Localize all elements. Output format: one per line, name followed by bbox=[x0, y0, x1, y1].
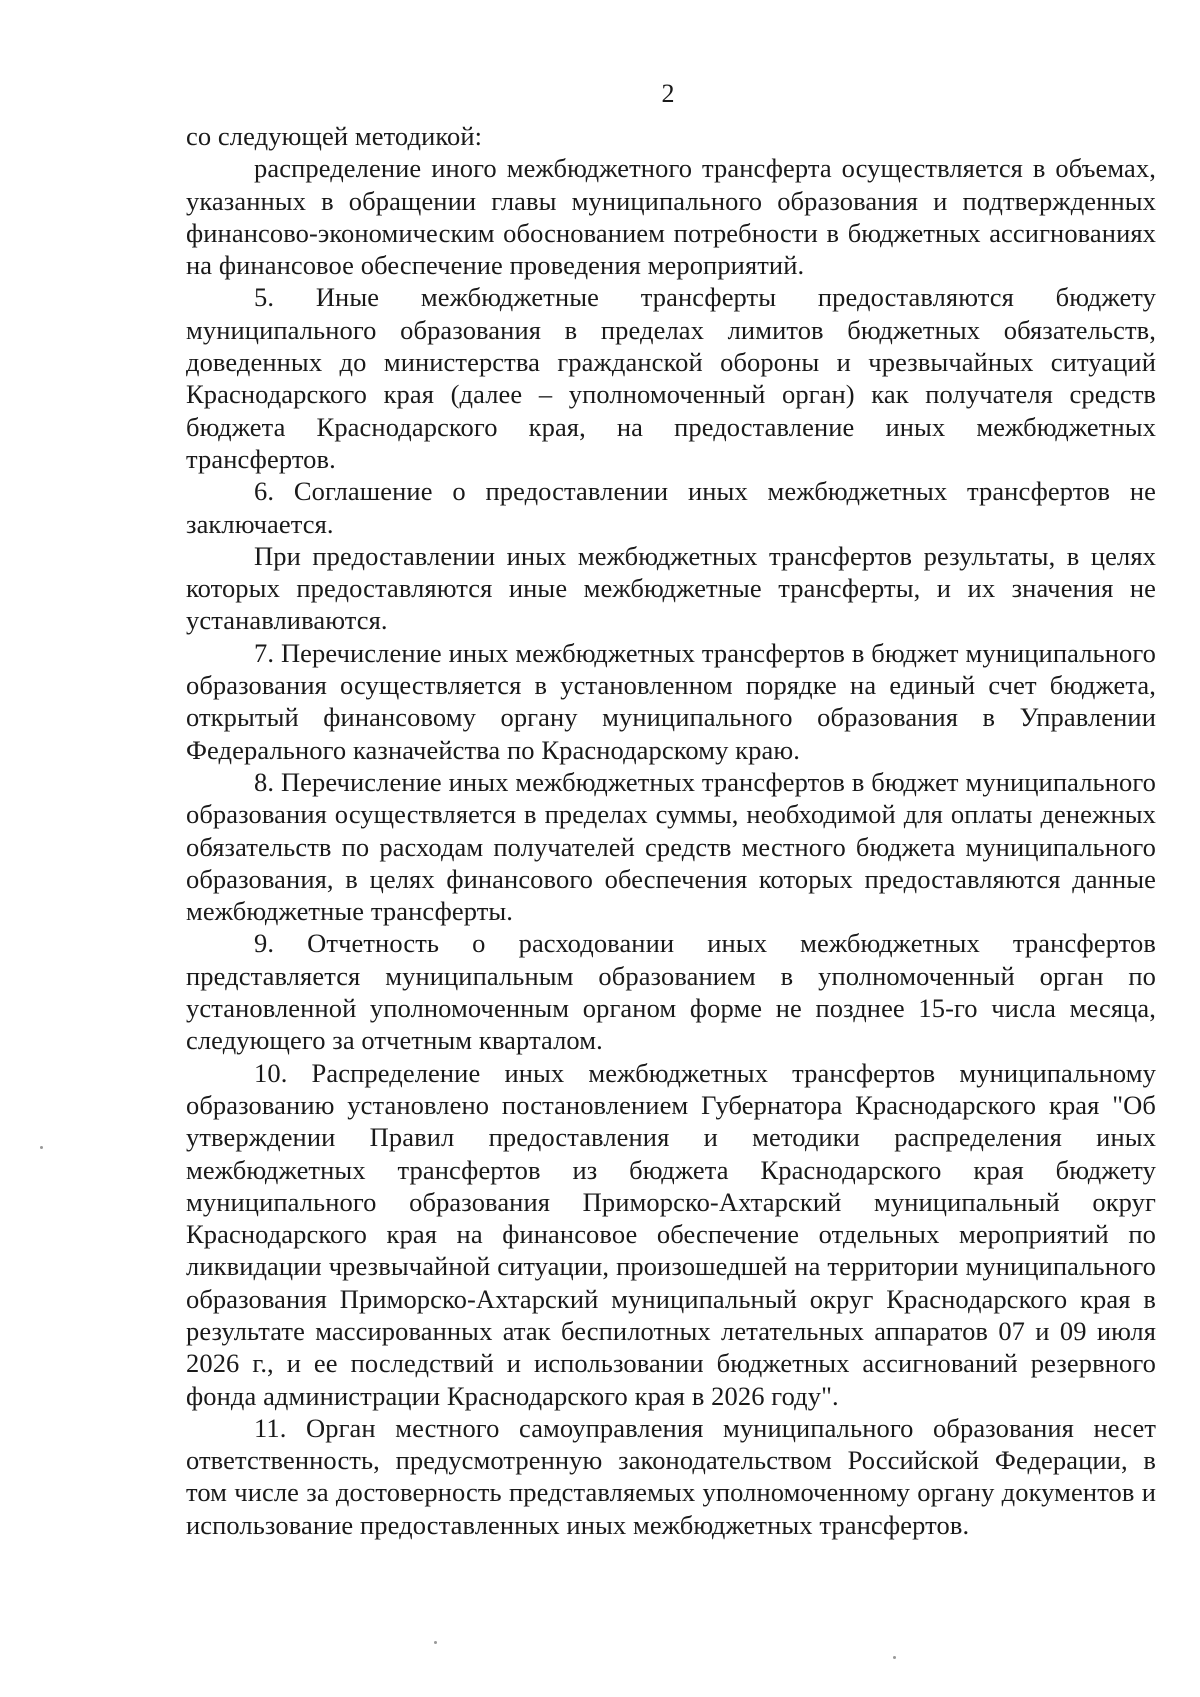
page-number: 2 bbox=[661, 79, 675, 108]
paragraph-9: 9. Отчетность о расходовании иных межбюджетных трансфертов представляется муниципальным образованием в уполномоченный орган по установленной уполномоченным органом форме не позднее 15-го числа месяца, следующего за отчетным кварталом. bbox=[186, 928, 1156, 1056]
paragraph-11: 11. Орган местного самоуправления муниципального образования несет ответственность, предусмотренную законодательством Российской Федерации, в том числе за достоверность представляемых уполномоченному органу документов и использование предоставленных иных межбюджетных трансфертов. bbox=[186, 1412, 1156, 1540]
scan-speck bbox=[40, 1146, 43, 1149]
paragraph-6: 6. Соглашение о предоставлении иных межбюджетных трансфертов не заключается. bbox=[186, 476, 1156, 539]
paragraph-10: 10. Распределение иных межбюджетных трансфертов муниципальному образованию установлено постановлением Губернатора Краснодарского края "Об утверждении Правил предоставления и методики распределения иных межбюджетных трансфертов из бюджета Краснодарского края бюджету муниципального образования Приморско-Ахтарский муниципальный округ Краснодарского края на финансовое обеспечение отдельных мероприятий по ликвидации чрезвычайной ситуации, произошедшей на территории муниципального образования Приморско-Ахтарский муниципальный округ Краснодарского края в результате массированных атак беспилотных летательных аппаратов 07 и 09 июля 2026 г., и ее последствий и использовании бюджетных ассигнований резервного фонда администрации Краснодарского края в 2026 году". bbox=[186, 1057, 1156, 1411]
document-body bbox=[186, 120, 1156, 1541]
paragraph-intro: со следующей методикой: bbox=[186, 121, 483, 151]
paragraph-methodology: распределение иного межбюджетного трансферта осуществляется в объемах, указанных в обращении главы муниципального образования и подтвержденных финансово-экономическим обоснованием потребности в бюджетных ассигнованиях на финансовое обеспечение проведения мероприятий. bbox=[186, 153, 1156, 281]
scan-speck bbox=[893, 1656, 896, 1659]
paragraph-5: 5. Иные межбюджетные трансферты предоставляются бюджету муниципального образования в пределах лимитов бюджетных обязательств, доведенных до министерства гражданской обороны и чрезвычайных ситуаций Краснодарского края (далее – уполномоченный орган) как получателя средств бюджета Краснодарского края, на предоставление иных межбюджетных трансфертов. bbox=[186, 282, 1156, 474]
paragraph-6-results: При предоставлении иных межбюджетных трансфертов результаты, в целях которых предоставляются иные межбюджетные трансферты, и их значения не устанавливаются. bbox=[186, 540, 1156, 636]
scan-speck bbox=[434, 1641, 437, 1644]
paragraph-8: 8. Перечисление иных межбюджетных трансфертов в бюджет муниципального образования осуществляется в пределах суммы, необходимой для оплаты денежных обязательств по расходам получателей средств местного бюджета муниципального образования, в целях финансового обеспечения которых предоставляются данные межбюджетные трансферты. bbox=[186, 766, 1156, 927]
paragraph-7: 7. Перечисление иных межбюджетных трансфертов в бюджет муниципального образования осуществляется в установленном порядке на единый счет бюджета, открытый финансовому органу муниципального образования в Управлении Федерального казначейства по Краснодарскому краю. bbox=[186, 637, 1156, 765]
